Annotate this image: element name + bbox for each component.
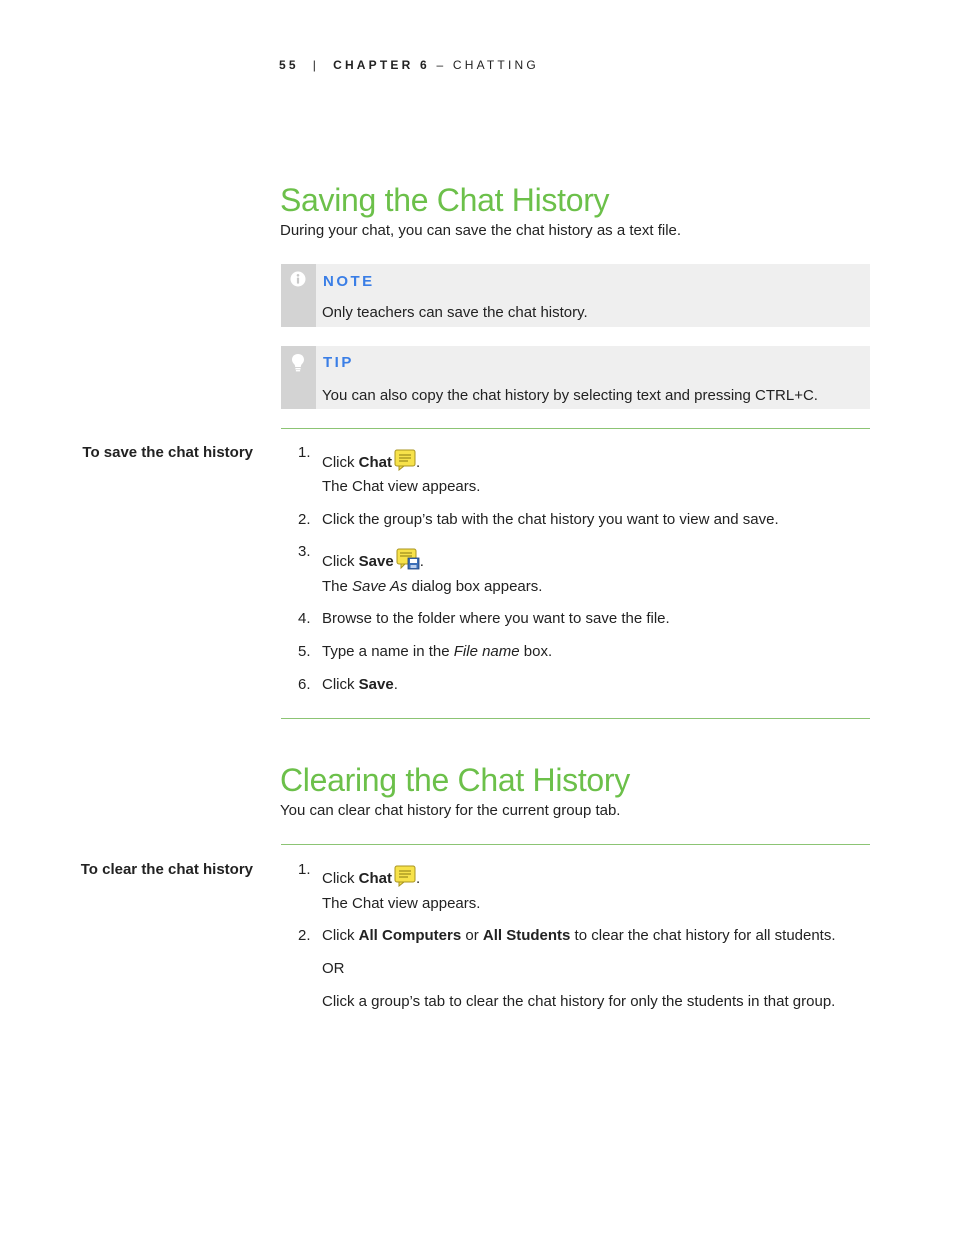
step-number: 6. [298,676,311,693]
step-text-part: . [416,870,421,887]
step-text-part: . [419,553,424,570]
page-number: 55 [279,58,299,72]
tip-callout [281,346,870,409]
step-number: 1. [298,861,311,878]
step-number: 2. [298,511,311,528]
step-number: 1. [298,444,311,461]
ui-label-chat: Chat [358,454,393,471]
step-number: 3. [298,543,311,560]
step-text-part: Type a name in the [322,643,454,660]
step-text-part: Click [322,927,359,944]
step-number: 5. [298,643,311,660]
step-or: OR [322,960,345,977]
lightbulb-icon [290,353,306,377]
step-result [322,578,542,595]
ui-label-save: Save [358,553,394,570]
section-title-clearing: Clearing the Chat History [280,762,630,798]
step-text [322,927,836,944]
note-text: Only teachers can save the chat history. [322,304,588,321]
procedure-heading-clear: To clear the chat history [80,861,253,878]
step-text-part: Click [322,553,359,570]
info-icon [290,271,306,291]
header-dash: – [436,58,447,72]
step-result: The Chat view appears. [322,478,481,495]
rule-divider [281,428,870,429]
step-result: The Chat view appears. [322,895,481,912]
step-text-part: box. [519,643,553,660]
step-text [322,865,420,891]
rule-divider [281,844,870,845]
tip-label: TIP [323,354,354,371]
running-header [279,58,539,72]
step-number: 2. [298,927,311,944]
step-alternative: Click a group’s tab to clear the chat history for only the students in that group. [322,993,836,1010]
step-text-part: or [461,927,483,944]
tip-text: You can also copy the chat history by selecting text and pressing CTRL+C. [322,387,818,404]
step-text-part: . [393,676,398,693]
step-text [322,643,552,660]
chat-icon [394,865,416,891]
rule-divider [281,718,870,719]
step-text [322,449,420,475]
step-text-part: Click [322,870,359,887]
step-text-part: dialog box appears. [407,578,543,595]
step-number: 4. [298,610,311,627]
ui-label-all-computers: All Computers [358,927,462,944]
tip-gutter [281,346,316,409]
header-separator: | [312,58,320,72]
chapter-label: CHAPTER 6 [333,58,430,72]
note-callout [281,264,870,327]
note-gutter [281,264,316,327]
step-text-part: Click [322,454,359,471]
step-text-part: Click [322,676,359,693]
chat-icon [394,449,416,475]
step-text: Browse to the folder where you want to save the file. [322,610,670,627]
step-text-part: to clear the chat history for all students. [570,927,836,944]
step-text-part: . [416,454,421,471]
procedure-heading-save: To save the chat history [82,444,253,461]
chat-save-icon [396,548,420,574]
chapter-title: CHATTING [452,58,539,72]
section-intro-clearing: You can clear chat history for the current group tab. [280,802,621,819]
ui-label-all-students: All Students [482,927,571,944]
ui-label-save: Save [358,676,394,693]
dialog-name: Save As [352,578,408,595]
ui-label-chat: Chat [358,870,393,887]
note-label: NOTE [323,273,375,290]
field-name: File name [453,643,520,660]
section-intro-saving: During your chat, you can save the chat history as a text file. [280,222,682,239]
section-title-saving: Saving the Chat History [280,182,610,218]
step-text [322,676,398,693]
step-text-part: The [322,578,353,595]
step-text [322,548,424,574]
step-text: Click the group’s tab with the chat history you want to view and save. [322,511,779,528]
